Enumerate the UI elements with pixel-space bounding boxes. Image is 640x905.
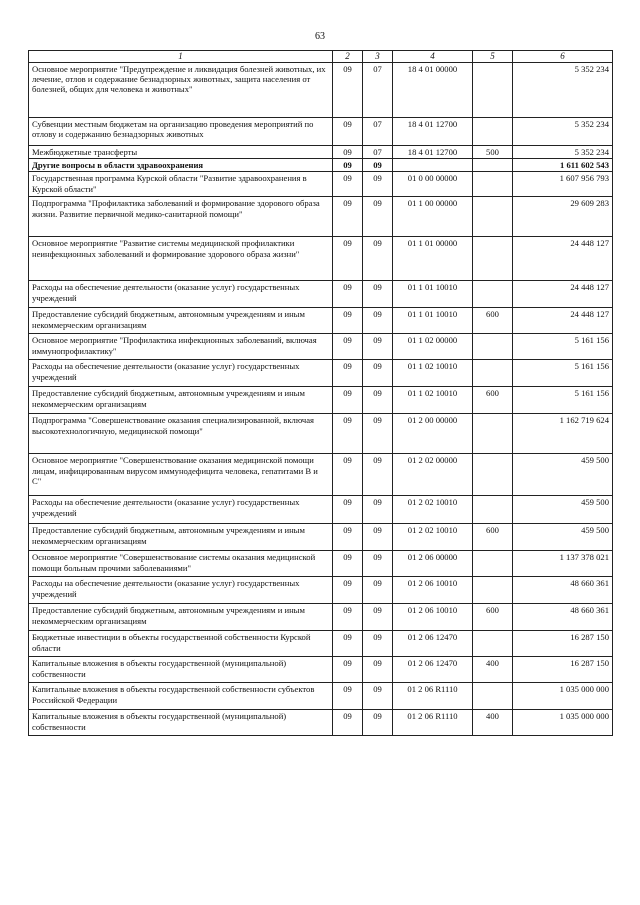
section-code-cell: 09 (333, 159, 363, 172)
expense-type-cell (473, 414, 513, 454)
budget-table (28, 50, 613, 736)
table-row (29, 334, 613, 360)
amount-cell: 1 162 719 624 (513, 414, 613, 454)
subsection-code-cell: 09 (363, 360, 393, 387)
expense-name-cell: Основное мероприятие "Профилактика инфекционных заболеваний, включая иммунопрофилактику" (29, 334, 333, 360)
expense-name-cell: Основное мероприятие "Совершенствование оказания медицинской помощи лицам, инфицированным вирусом иммунодефицита человека, гепатитами В и С" (29, 454, 333, 496)
expense-type-cell: 600 (473, 524, 513, 551)
table-row (29, 62, 613, 117)
target-article-cell: 01 2 02 10010 (393, 496, 473, 524)
section-code-cell: 09 (333, 657, 363, 683)
table-row (29, 159, 613, 172)
target-article-cell: 01 2 06 10010 (393, 577, 473, 604)
amount-cell: 29 609 283 (513, 197, 613, 237)
subsection-code-cell: 09 (363, 683, 393, 710)
amount-cell: 1 611 602 543 (513, 159, 613, 172)
expense-name-cell: Предоставление субсидий бюджетным, автономным учреждениям и иным некоммерческим организациям (29, 387, 333, 414)
subsection-code-cell: 09 (363, 237, 393, 281)
table-row (29, 237, 613, 281)
expense-name-cell: Государственная программа Курской области "Развитие здравоохранения в Курской области" (29, 172, 333, 197)
expense-name-cell: Расходы на обеспечение деятельности (оказание услуг) государственных учреждений (29, 281, 333, 308)
column-header-3: 3 (363, 51, 393, 63)
column-header-6: 6 (513, 51, 613, 63)
section-code-cell: 09 (333, 524, 363, 551)
expense-type-cell: 600 (473, 308, 513, 334)
target-article-cell: 01 1 02 10010 (393, 360, 473, 387)
expense-name-cell: Основное мероприятие "Совершенствование системы оказания медицинской помощи больным прочими заболеваниями" (29, 551, 333, 577)
target-article-cell: 01 1 02 10010 (393, 387, 473, 414)
expense-type-cell: 600 (473, 604, 513, 631)
expense-type-cell (473, 159, 513, 172)
subsection-code-cell: 09 (363, 172, 393, 197)
target-article-cell: 01 2 06 10010 (393, 604, 473, 631)
expense-type-cell (473, 577, 513, 604)
table-body (29, 62, 613, 736)
page-number: 63 (315, 31, 325, 42)
section-code-cell: 09 (333, 360, 363, 387)
amount-cell: 5 161 156 (513, 387, 613, 414)
expense-type-cell (473, 62, 513, 117)
section-code-cell: 09 (333, 604, 363, 631)
amount-cell: 24 448 127 (513, 237, 613, 281)
expense-name-cell: Основное мероприятие "Предупреждение и ликвидация болезней животных, их лечение, отлов и содержание безнадзорных животных, защита населения от болезней, общих для человека и животных" (29, 62, 333, 117)
table-row (29, 308, 613, 334)
target-article-cell: 01 1 02 00000 (393, 334, 473, 360)
section-code-cell: 09 (333, 577, 363, 604)
expense-type-cell: 600 (473, 387, 513, 414)
table-row (29, 577, 613, 604)
amount-cell: 24 448 127 (513, 308, 613, 334)
amount-cell: 5 352 234 (513, 117, 613, 145)
section-code-cell: 09 (333, 683, 363, 710)
section-code-cell: 09 (333, 334, 363, 360)
section-code-cell: 09 (333, 710, 363, 736)
table-row (29, 710, 613, 736)
table-row (29, 454, 613, 496)
section-code-cell: 09 (333, 172, 363, 197)
amount-cell: 48 660 361 (513, 577, 613, 604)
subsection-code-cell: 09 (363, 308, 393, 334)
expense-type-cell (473, 454, 513, 496)
subsection-code-cell: 09 (363, 334, 393, 360)
section-code-cell: 09 (333, 308, 363, 334)
column-header-4: 4 (393, 51, 473, 63)
section-code-cell: 09 (333, 281, 363, 308)
expense-type-cell (473, 172, 513, 197)
amount-cell: 1 035 000 000 (513, 683, 613, 710)
amount-cell: 5 161 156 (513, 360, 613, 387)
target-article-cell: 18 4 01 12700 (393, 117, 473, 145)
target-article-cell: 01 2 02 00000 (393, 454, 473, 496)
table-row (29, 414, 613, 454)
amount-cell: 459 500 (513, 454, 613, 496)
expense-type-cell (473, 551, 513, 577)
target-article-cell: 01 2 06 12470 (393, 657, 473, 683)
target-article-cell: 18 4 01 00000 (393, 62, 473, 117)
subsection-code-cell: 09 (363, 281, 393, 308)
table-row (29, 387, 613, 414)
table-row (29, 172, 613, 197)
section-code-cell: 09 (333, 551, 363, 577)
target-article-cell: 01 2 06 R1110 (393, 683, 473, 710)
table-row (29, 524, 613, 551)
amount-cell: 1 607 956 793 (513, 172, 613, 197)
target-article-cell: 01 2 00 00000 (393, 414, 473, 454)
target-article-cell: 01 2 02 10010 (393, 524, 473, 551)
column-header-5: 5 (473, 51, 513, 63)
section-code-cell: 09 (333, 145, 363, 158)
expense-type-cell (473, 237, 513, 281)
subsection-code-cell: 09 (363, 387, 393, 414)
expense-name-cell: Основное мероприятие "Развитие системы медицинской профилактики неинфекционных заболеваний и формирование здорового образа жизни" (29, 237, 333, 281)
target-article-cell: 01 1 01 10010 (393, 308, 473, 334)
target-article-cell: 01 2 06 00000 (393, 551, 473, 577)
amount-cell: 24 448 127 (513, 281, 613, 308)
subsection-code-cell: 07 (363, 62, 393, 117)
section-code-cell: 09 (333, 631, 363, 657)
subsection-code-cell: 07 (363, 117, 393, 145)
amount-cell: 5 161 156 (513, 334, 613, 360)
table-row (29, 496, 613, 524)
subsection-code-cell: 09 (363, 454, 393, 496)
amount-cell: 1 137 378 021 (513, 551, 613, 577)
subsection-code-cell: 09 (363, 414, 393, 454)
expense-name-cell: Межбюджетные трансферты (29, 145, 333, 158)
expense-name-cell: Подпрограмма "Профилактика заболеваний и формирование здорового образа жизни. Развитие первичной медико-санитарной помощи" (29, 197, 333, 237)
subsection-code-cell: 09 (363, 604, 393, 631)
expense-type-cell (473, 683, 513, 710)
expense-type-cell: 400 (473, 657, 513, 683)
target-article-cell: 01 2 06 R1110 (393, 710, 473, 736)
expense-type-cell: 400 (473, 710, 513, 736)
table-row (29, 604, 613, 631)
target-article-cell: 18 4 01 12700 (393, 145, 473, 158)
amount-cell: 16 287 150 (513, 631, 613, 657)
amount-cell: 459 500 (513, 496, 613, 524)
target-article-cell (393, 159, 473, 172)
expense-name-cell: Расходы на обеспечение деятельности (оказание услуг) государственных учреждений (29, 577, 333, 604)
section-code-cell: 09 (333, 414, 363, 454)
section-code-cell: 09 (333, 197, 363, 237)
expense-type-cell (473, 334, 513, 360)
table-row (29, 145, 613, 158)
section-code-cell: 09 (333, 496, 363, 524)
amount-cell: 459 500 (513, 524, 613, 551)
section-code-cell: 09 (333, 454, 363, 496)
table-row (29, 197, 613, 237)
column-header-1: 1 (29, 51, 333, 63)
amount-cell: 1 035 000 000 (513, 710, 613, 736)
section-code-cell: 09 (333, 117, 363, 145)
table-row (29, 281, 613, 308)
table-row (29, 117, 613, 145)
expense-name-cell: Расходы на обеспечение деятельности (оказание услуг) государственных учреждений (29, 360, 333, 387)
target-article-cell: 01 0 00 00000 (393, 172, 473, 197)
expense-name-cell: Другие вопросы в области здравоохранения (29, 159, 333, 172)
expense-type-cell (473, 631, 513, 657)
target-article-cell: 01 2 06 12470 (393, 631, 473, 657)
expense-type-cell (473, 496, 513, 524)
expense-name-cell: Субвенции местным бюджетам на организацию проведения мероприятий по отлову и содержанию безнадзорных животных (29, 117, 333, 145)
expense-name-cell: Подпрограмма "Совершенствование оказания специализированной, включая высокотехнологичную, медицинской помощи" (29, 414, 333, 454)
expense-type-cell (473, 197, 513, 237)
expense-type-cell (473, 360, 513, 387)
expense-name-cell: Предоставление субсидий бюджетным, автономным учреждениям и иным некоммерческим организациям (29, 604, 333, 631)
expense-type-cell (473, 281, 513, 308)
amount-cell: 5 352 234 (513, 62, 613, 117)
section-code-cell: 09 (333, 62, 363, 117)
table-row (29, 657, 613, 683)
table-header-row (29, 51, 613, 63)
column-header-2: 2 (333, 51, 363, 63)
subsection-code-cell: 09 (363, 657, 393, 683)
expense-name-cell: Капитальные вложения в объекты государственной (муниципальной) собственности (29, 657, 333, 683)
expense-name-cell: Бюджетные инвестиции в объекты государственной собственности Курской области (29, 631, 333, 657)
table-row (29, 360, 613, 387)
subsection-code-cell: 07 (363, 145, 393, 158)
section-code-cell: 09 (333, 237, 363, 281)
subsection-code-cell: 09 (363, 524, 393, 551)
subsection-code-cell: 09 (363, 197, 393, 237)
amount-cell: 16 287 150 (513, 657, 613, 683)
expense-name-cell: Предоставление субсидий бюджетным, автономным учреждениям и иным некоммерческим организациям (29, 524, 333, 551)
subsection-code-cell: 09 (363, 710, 393, 736)
expense-type-cell (473, 117, 513, 145)
expense-name-cell: Расходы на обеспечение деятельности (оказание услуг) государственных учреждений (29, 496, 333, 524)
target-article-cell: 01 1 01 10010 (393, 281, 473, 308)
subsection-code-cell: 09 (363, 496, 393, 524)
expense-name-cell: Капитальные вложения в объекты государственной (муниципальной) собственности (29, 710, 333, 736)
amount-cell: 5 352 234 (513, 145, 613, 158)
expense-name-cell: Капитальные вложения в объекты государственной собственности субъектов Российской Федерации (29, 683, 333, 710)
expense-type-cell: 500 (473, 145, 513, 158)
subsection-code-cell: 09 (363, 551, 393, 577)
subsection-code-cell: 09 (363, 159, 393, 172)
target-article-cell: 01 1 01 00000 (393, 237, 473, 281)
section-code-cell: 09 (333, 387, 363, 414)
expense-name-cell: Предоставление субсидий бюджетным, автономным учреждениям и иным некоммерческим организациям (29, 308, 333, 334)
subsection-code-cell: 09 (363, 577, 393, 604)
table-row (29, 631, 613, 657)
target-article-cell: 01 1 00 00000 (393, 197, 473, 237)
table-row (29, 683, 613, 710)
subsection-code-cell: 09 (363, 631, 393, 657)
table-row (29, 551, 613, 577)
amount-cell: 48 660 361 (513, 604, 613, 631)
